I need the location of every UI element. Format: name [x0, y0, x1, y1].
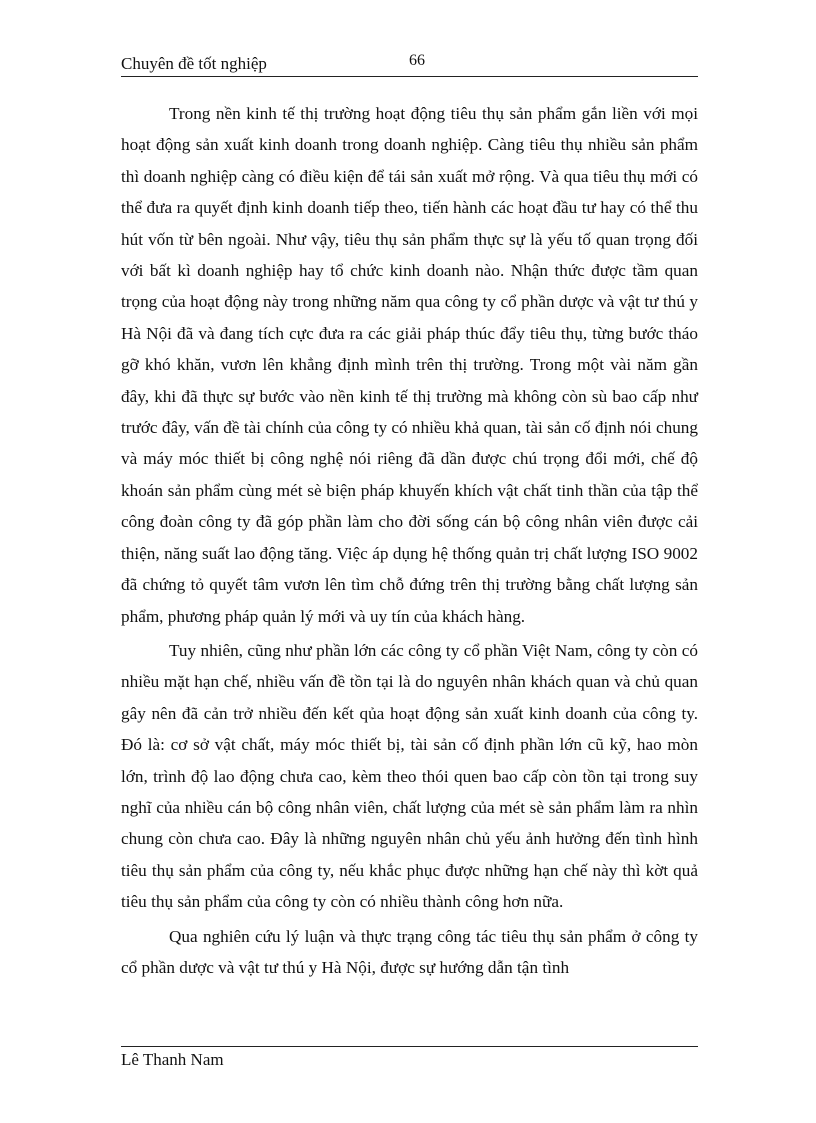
- footer-author: Lê Thanh Nam: [121, 1050, 224, 1069]
- page-footer: [121, 1046, 698, 1070]
- header-title: Chuyên đề tốt nghiệp: [121, 54, 267, 73]
- paragraph: Tuy nhiên, cũng như phần lớn các công ty cổ phần Việt Nam, công ty còn có nhiều mặt hạn chế, nhiều vấn đề tồn tại là do nguyên nhân khách quan và chủ quan gây nên đã cản trở nhiều đến kết qủa hoạt động sản xuất kinh doanh của công ty. Đó là: cơ sở vật chất, máy móc thiết bị, tài sản cố định phần lớn cũ kỹ, hao mòn lớn, trình độ lao động chưa cao, kèm theo thói quen bao cấp còn tồn tại trong suy nghĩ của nhiều cán bộ công nhân viên, chất lượng của mét sè sản phẩm làm ra nhìn chung còn chưa cao. Đây là những nguyên nhân chủ yếu ảnh hưởng đến tình hình tiêu thụ sản phẩm của công ty, nếu khắc phục được những hạn chế này thì kờt quả tiêu thụ sản phẩm của công ty còn có nhiều thành công hơn nữa.: [121, 640, 698, 912]
- page-header: [121, 52, 698, 77]
- document-body: [121, 98, 698, 986]
- paragraph: Trong nền kinh tế thị trường hoạt động tiêu thụ sản phẩm gắn liền với mọi hoạt động sản xuất kinh doanh trong doanh nghiệp. Càng tiêu thụ nhiều sản phẩm thì doanh nghiệp càng có điều kiện để tái sản xuất mở rộng. Và qua tiêu thụ mới có thể đưa ra quyết định kinh doanh tiếp theo, tiến hành các hoạt đầu tư hay có thể thu hút vốn từ bên ngoài. Như vậy, tiêu thụ sản phẩm thực sự là yếu tố quan trọng đối với bất kì doanh nghiệp hay tổ chức kinh doanh nào. Nhận thức được tầm quan trọng của hoạt động này trong những năm qua công ty cổ phần dược và vật tư thú y Hà Nội đã và đang tích cực đưa ra các giải pháp thúc đẩy tiêu thụ, từng bước tháo gỡ khó khăn, vươn lên khẳng định mình trên thị trường. Trong một vài năm gần đây, khi đã thực sự bước vào nền kinh tế thị trường mà không còn sù bao cấp như trước đây, vấn đề tài chính của công ty có nhiều khả quan, tài sản cố định nói chung và máy móc thiết bị công nghệ nói riêng đã dần được chú trọng đổi mới, chế độ khoán sản phẩm cùng mét sè biện pháp khuyến khích vật chất tinh thần của tập thể công đoàn công ty đã góp phần làm cho đời sống cán bộ công nhân viên được cải thiện, năng suất lao động tăng. Việc áp dụng hệ thống quản trị chất lượng ISO 9002 đã chứng tỏ quyết tâm vươn lên tìm chỗ đứng trên thị trường bằng chất lượng sản phẩm, phương pháp quản lý mới và uy tín của khách hàng.: [121, 104, 698, 626]
- paragraph: Qua nghiên cứu lý luận và thực trạng công tác tiêu thụ sản phẩm ở công ty cổ phần dược và vật tư thú y Hà Nội, được sự hướng dẫn tận tình: [121, 926, 698, 977]
- page-number: 66: [409, 52, 425, 69]
